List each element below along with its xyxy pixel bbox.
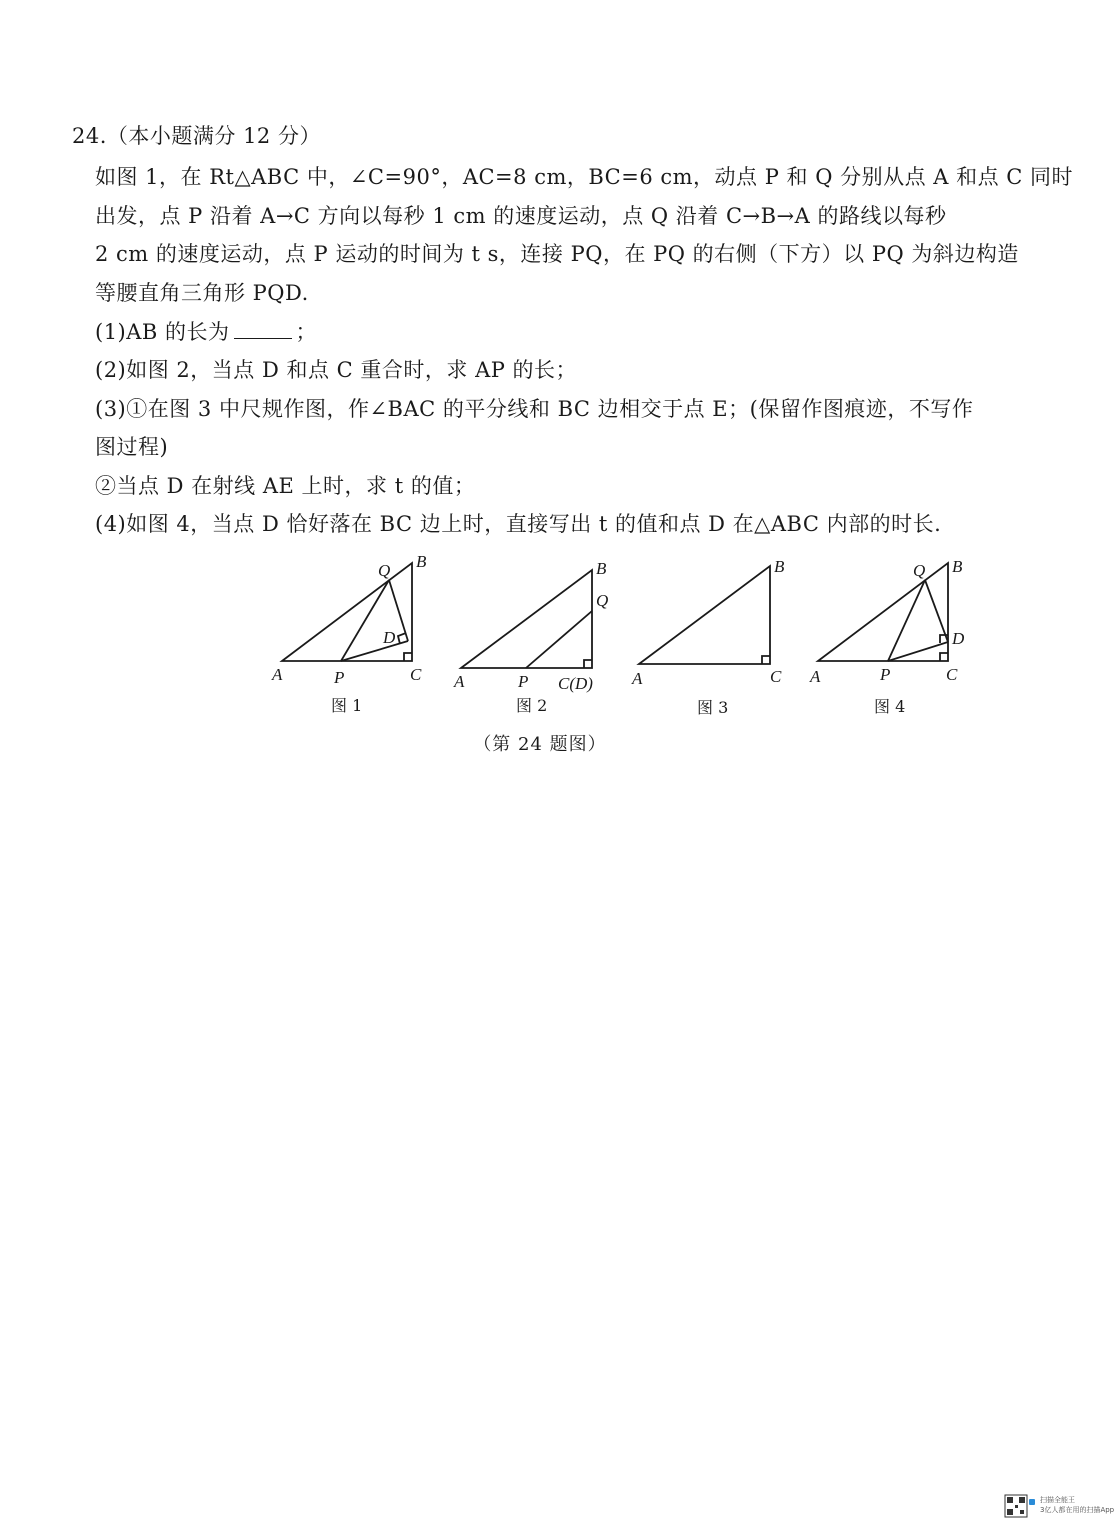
scanner-qr-icon xyxy=(1005,1495,1035,1517)
question-1-text: (1)AB 的长为 xyxy=(95,320,230,344)
segment-pq xyxy=(526,611,592,668)
segment-pd xyxy=(888,642,948,661)
figures-area xyxy=(0,0,1080,760)
fig1-label-d: D xyxy=(383,628,396,647)
question-4: (4)如图 4，当点 D 恰好落在 BC 边上时，直接写出 t 的值和点 D 在△ABC 内部的时长. xyxy=(95,512,942,536)
fig4-label-c: C xyxy=(946,665,958,684)
triangle-abc xyxy=(818,563,948,661)
segment-qd xyxy=(925,580,948,642)
problem-header: 24.（本小题满分 12 分） xyxy=(72,124,321,148)
problem-text-line-1: 如图 1，在 Rt△ABC 中，∠C=90°，AC=8 cm，BC=6 cm，动点 P 和 Q 分别从点 A 和点 C 同时 xyxy=(95,165,1074,189)
scanner-sub-text: 3亿人都在用的扫描App xyxy=(1040,1506,1114,1514)
scanner-logo-text: 扫描全能王 xyxy=(1040,1496,1075,1504)
fig2-label-b: B xyxy=(596,559,607,578)
problem-text-line-2: 出发，点 P 沿着 A→C 方向以每秒 1 cm 的速度运动，点 Q 沿着 C→B→A 的路线以每秒 xyxy=(95,204,947,228)
question-3-part-1: (3)①在图 3 中尺规作图，作∠BAC 的平分线和 BC 边相交于点 E；(保留作图痕迹，不写作 xyxy=(95,397,974,421)
fig2-caption: 图 2 xyxy=(516,696,548,715)
fig3-label-b: B xyxy=(774,557,785,576)
right-angle-mark-c xyxy=(762,656,770,664)
figure-3 xyxy=(639,566,770,664)
right-angle-mark-c xyxy=(404,653,412,661)
fig2-label-p: P xyxy=(518,672,529,691)
fig3-label-c: C xyxy=(770,667,782,686)
fig4-label-b: B xyxy=(952,557,963,576)
fig4-caption: 图 4 xyxy=(874,697,906,716)
fig1-label-b: B xyxy=(416,552,427,571)
fig4-label-p: P xyxy=(880,665,891,684)
fig3-caption: 图 3 xyxy=(697,698,729,717)
question-3-part-1-cont: 图过程) xyxy=(95,435,169,459)
fig3-label-a: A xyxy=(632,669,643,688)
triangle-abc xyxy=(639,566,770,664)
segment-pq xyxy=(888,580,925,661)
question-1-suffix: ； xyxy=(295,320,318,344)
question-3-part-2: ②当点 D 在射线 AE 上时，求 t 的值； xyxy=(95,474,476,498)
fig1-label-p: P xyxy=(334,668,345,687)
problem-text-line-3: 2 cm 的速度运动，点 P 运动的时间为 t s，连接 PQ，在 PQ 的右侧（下方）以 PQ 为斜边构造 xyxy=(95,242,1019,266)
fig2-label-a: A xyxy=(454,672,465,691)
figure-2 xyxy=(461,570,592,668)
right-angle-mark-c xyxy=(940,653,948,661)
fig4-label-a: A xyxy=(810,667,821,686)
problem-text-line-4: 等腰直角三角形 PQD. xyxy=(95,281,309,305)
fig2-label-q: Q xyxy=(596,591,609,610)
fig1-label-c: C xyxy=(410,665,422,684)
scanner-watermark xyxy=(1040,1495,1114,1515)
fig4-label-d: D xyxy=(952,629,965,648)
right-angle-mark-c xyxy=(584,660,592,668)
fig1-caption: 图 1 xyxy=(331,696,363,715)
fig4-label-q: Q xyxy=(913,561,926,580)
question-2: (2)如图 2，当点 D 和点 C 重合时，求 AP 的长； xyxy=(95,358,578,382)
fig2-label-cd: C(D) xyxy=(558,674,593,693)
fig1-label-q: Q xyxy=(378,561,391,580)
fig1-label-a: A xyxy=(272,665,283,684)
triangle-abc xyxy=(461,570,592,668)
figure-group-caption: （第 24 题图） xyxy=(473,734,607,755)
figure-4 xyxy=(818,563,948,661)
